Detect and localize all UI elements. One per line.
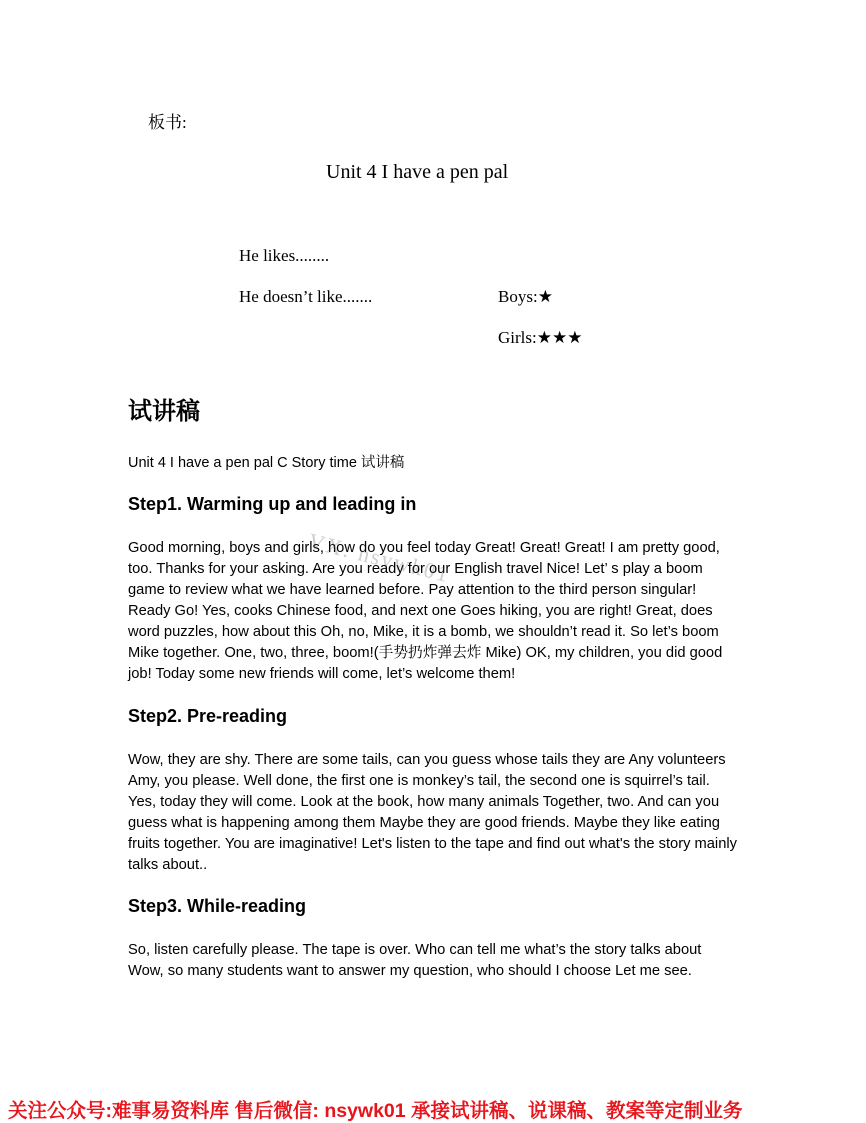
boys-label: Boys:: [498, 287, 538, 306]
blackboard-line-likes: He likes........: [239, 246, 330, 265]
blackboard-label: 板书:: [148, 113, 187, 132]
section-heading: 试讲稿: [128, 398, 200, 425]
step2-paragraph: Wow, they are shy. There are some tails, can you guess whose tails they are Any volunteers Amy, you please. Well done, the first one is monkey’s tail, the second one is squirrel’s tail. Yes, today they will come. Look at the book, how many animals Together, two. And can you guess what is happening among them Maybe they are good friends. Maybe they like eating fruits together. You are imaginative! Let's listen to the tape and find out what's the story mainly talks about..: [128, 752, 737, 873]
girls-label: Girls:: [498, 328, 537, 347]
blackboard-boys-score: [498, 287, 553, 307]
footer-banner: 关注公众号:难事易资料库 售后微信: nsywk01 承接试讲稿、说课稿、教案等定制业务: [8, 1100, 743, 1122]
watermark: VX: nsywk01: [305, 528, 453, 588]
step1-paragraph: Good morning, boys and girls, how do you feel today Great! Great! Great! I am pretty good, too. Thanks for your asking. Are you ready for our English travel Nice! Let’ s play a boom game to review what we have learned before. Pay attention to the third person singular! Ready Go! Yes, cooks Chinese food, and next one Goes hiking, you are right! Great, does word puzzles, how about this Oh, no, Mike, it is a bomb, we shouldn’t read it. So let’s boom Mike together. One, two, three, boom!(手势扔炸弹去炸 Mike) OK, my children, you did good job! Today some new friends will come, let’s welcome them!: [128, 540, 723, 682]
document-subtitle: Unit 4 I have a pen pal C Story time 试讲稿: [128, 455, 405, 471]
blackboard-girls-score: [498, 328, 582, 348]
blackboard-title: Unit 4 I have a pen pal: [326, 161, 509, 183]
boys-star-icon: ★: [537, 287, 553, 307]
step3-paragraph: So, listen carefully please. The tape is over. Who can tell me what’s the story talks about Wow, so many students want to answer my question, who should I choose Let me see.: [128, 942, 702, 979]
blackboard-line-doesnt-like: He doesn’t like.......: [239, 287, 373, 306]
girls-star-icon: ★★★: [536, 328, 583, 348]
step2-heading: Step2. Pre-reading: [128, 706, 288, 726]
step1-heading: Step1. Warming up and leading in: [128, 494, 417, 514]
step3-heading: Step3. While-reading: [128, 896, 307, 916]
